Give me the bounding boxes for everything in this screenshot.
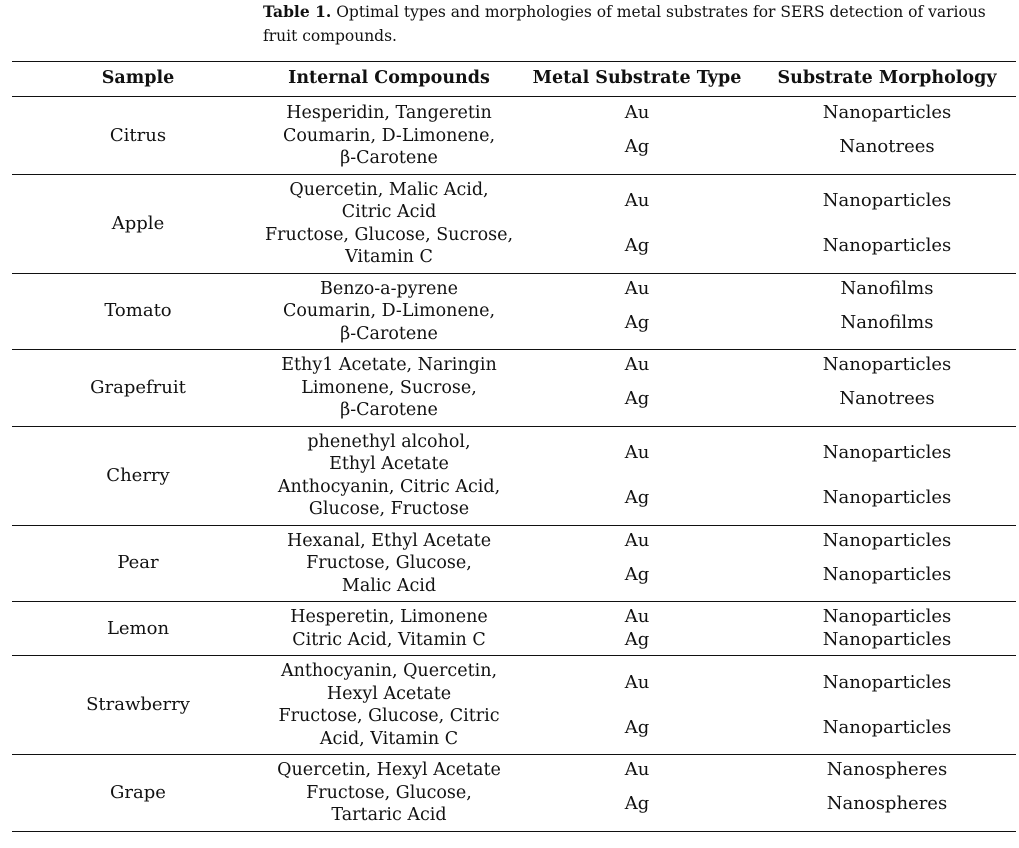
compounds-cell	[264, 102, 514, 125]
compounds-cell	[264, 629, 514, 652]
group-divider	[12, 273, 1016, 274]
compounds-cell	[264, 278, 514, 301]
metal-cell: Ag	[624, 716, 650, 738]
group-divider	[12, 349, 1016, 350]
morphology-cell: Nanoparticles	[822, 190, 952, 211]
metal-cell: Au	[624, 671, 650, 693]
sample-cell: Strawberry	[86, 694, 190, 715]
metal-cell: Au	[624, 529, 650, 551]
metal-cell: Ag	[624, 311, 650, 333]
sample-cell: Pear	[117, 552, 159, 574]
compound-line: Benzo-a-pyrene	[320, 278, 458, 299]
compound-line: Limonene, Sucrose,	[301, 377, 477, 398]
morphology-cell: Nanospheres	[826, 793, 948, 814]
morphology-cell: Nanoparticles	[822, 102, 952, 124]
compounds-cell	[264, 552, 514, 597]
morphology-cell: Nanoparticles	[822, 442, 952, 463]
compounds-cell	[264, 660, 514, 705]
group-divider	[12, 426, 1016, 427]
compounds-cell	[264, 431, 514, 476]
compound-line: Anthocyanin, Quercetin,	[280, 661, 498, 681]
morphology-cell: Nanoparticles	[822, 529, 952, 551]
compounds-cell	[264, 179, 514, 224]
compound-line: Fructose, Glucose, Sucrose,	[264, 224, 514, 245]
table-bottom-rule	[12, 831, 1016, 832]
metal-cell: Ag	[624, 563, 650, 585]
compound-line: Citric Acid, Vitamin C	[292, 629, 486, 650]
compounds-cell	[264, 377, 514, 422]
compounds-cell	[264, 530, 514, 553]
morphology-cell: Nanoparticles	[822, 716, 952, 738]
metal-cell: Au	[624, 354, 650, 376]
sample-cell: Tomato	[104, 300, 172, 322]
table-caption	[263, 0, 1015, 48]
morphology-cell: Nanofilms	[840, 311, 934, 333]
compound-line: Tartaric Acid	[331, 805, 447, 825]
compounds-cell	[264, 224, 514, 269]
compound-line: Fructose, Glucose, Citric	[278, 706, 500, 726]
metal-cell: Au	[624, 277, 650, 299]
compounds-cell	[264, 782, 514, 827]
compounds-cell	[264, 705, 514, 750]
compound-line: Hesperetin, Limonene	[290, 607, 488, 627]
sample-cell: Grape	[110, 781, 166, 803]
compound-line: Ethy1 Acetate, Naringin	[281, 355, 497, 375]
header-sample: Sample	[101, 68, 175, 88]
compound-line: phenethyl alcohol,	[307, 431, 471, 452]
metal-cell: Ag	[624, 388, 650, 409]
morphology-cell: Nanotrees	[839, 388, 935, 409]
compound-line: Fructose, Glucose,	[306, 782, 472, 803]
morphology-cell: Nanoparticles	[822, 487, 952, 508]
metal-cell: Au	[624, 190, 650, 211]
metal-cell: Ag	[624, 235, 650, 256]
compound-line: Quercetin, Malic Acid,	[289, 179, 489, 200]
compound-line: Hexanal, Ethyl Acetate	[286, 530, 492, 551]
compounds-cell	[264, 606, 514, 629]
compound-line: β-Carotene	[340, 148, 438, 168]
compound-line: Vitamin C	[345, 247, 433, 267]
morphology-cell: Nanoparticles	[822, 606, 952, 628]
compound-line: β-Carotene	[340, 400, 438, 420]
compound-line: Acid, Vitamin C	[319, 728, 459, 749]
compound-line: Citric Acid	[341, 202, 437, 222]
compounds-cell	[264, 354, 514, 377]
table-caption-text: Optimal types and morphologies of metal substrates for SERS detection of various fruit compounds.	[263, 3, 986, 45]
morphology-cell: Nanospheres	[826, 759, 948, 781]
sample-cell: Citrus	[109, 124, 167, 146]
table-top-rule	[12, 61, 1016, 62]
compounds-cell	[264, 476, 514, 521]
group-divider	[12, 601, 1016, 602]
group-divider	[12, 525, 1016, 526]
compound-line: Coumarin, D-Limonene,	[282, 125, 496, 146]
compound-line: Malic Acid	[341, 575, 437, 596]
sample-cell: Lemon	[106, 617, 170, 639]
metal-cell: Au	[624, 102, 650, 124]
compounds-cell	[264, 300, 514, 345]
morphology-cell: Nanoparticles	[822, 563, 952, 585]
compound-line: Ethyl Acetate	[329, 454, 449, 474]
morphology-cell: Nanoparticles	[822, 628, 952, 650]
morphology-cell: Nanofilms	[840, 277, 934, 299]
group-divider	[12, 754, 1016, 755]
morphology-cell: Nanoparticles	[822, 354, 952, 376]
compound-line: Hexyl Acetate	[326, 683, 452, 704]
metal-cell: Au	[624, 759, 650, 781]
table-header-rule	[12, 96, 1016, 97]
compound-line: Glucose, Fructose	[308, 499, 470, 519]
compound-line: Coumarin, D-Limonene,	[282, 301, 496, 321]
metal-cell: Ag	[624, 628, 650, 650]
metal-cell: Au	[624, 606, 650, 628]
compound-line: β-Carotene	[340, 323, 438, 344]
sample-cell: Grapefruit	[90, 376, 186, 398]
table-caption-label: Table 1.	[263, 2, 332, 21]
morphology-cell: Nanotrees	[839, 136, 935, 157]
morphology-cell: Nanoparticles	[822, 671, 952, 693]
sample-cell: Cherry	[106, 464, 170, 486]
metal-cell: Ag	[624, 136, 650, 157]
compound-line: Fructose, Glucose,	[306, 553, 472, 573]
header-substrate-morphology: Substrate Morphology	[777, 68, 997, 88]
metal-cell: Ag	[624, 793, 650, 814]
metal-cell: Au	[624, 442, 650, 463]
header-metal-substrate-type: Metal Substrate Type	[532, 68, 742, 88]
group-divider	[12, 174, 1016, 175]
sample-cell: Apple	[111, 212, 165, 234]
compound-line: Hesperidin, Tangeretin	[286, 103, 492, 123]
header-internal-compounds: Internal Compounds	[288, 68, 490, 88]
compounds-cell	[264, 125, 514, 170]
compound-line: Anthocyanin, Citric Acid,	[277, 476, 501, 497]
compound-line: Quercetin, Hexyl Acetate	[277, 760, 501, 780]
morphology-cell: Nanoparticles	[822, 235, 952, 256]
group-divider	[12, 655, 1016, 656]
compounds-cell	[264, 759, 514, 782]
metal-cell: Ag	[624, 487, 650, 508]
